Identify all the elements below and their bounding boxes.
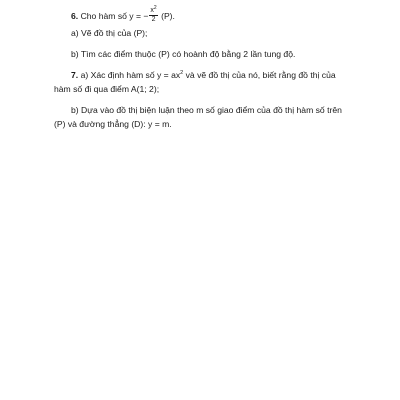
problem-7-number: 7. (71, 70, 79, 80)
problem-7-part-a-line-2: hàm số đi qua điểm A(1; 2); (54, 84, 160, 94)
problem-7-part-b-line-2: (P) và đường thẳng (D): y = m. (54, 119, 172, 129)
problem-6-fraction (149, 7, 157, 24)
problem-7-part-b-line-1: b) Dựa vào đồ thị biện luận theo m số giao điểm của đồ thị hàm số trên (71, 105, 342, 115)
problem-7-part-a-line-1: 7. a) Xác định hàm số $y = ax^2$ và vẽ đồ thị của nó, biết rằng đồ thị của (71, 70, 336, 80)
problem-6-intro: Cho hàm số y = − (80, 10, 149, 21)
problem-6-number: 6. (71, 10, 79, 21)
problem-6-statement (71, 5, 175, 25)
fraction-denominator: 2 (151, 16, 156, 23)
fraction-numerator: $x^2$ (150, 5, 157, 14)
problem-6-part-b: b) Tìm các điểm thuộc (P) có hoành độ bằng 2 lần tung độ. (71, 49, 296, 59)
problem-6-suffix: (P). (161, 10, 175, 21)
problem-6-part-a: a) Vẽ đồ thị của (P); (71, 28, 148, 38)
